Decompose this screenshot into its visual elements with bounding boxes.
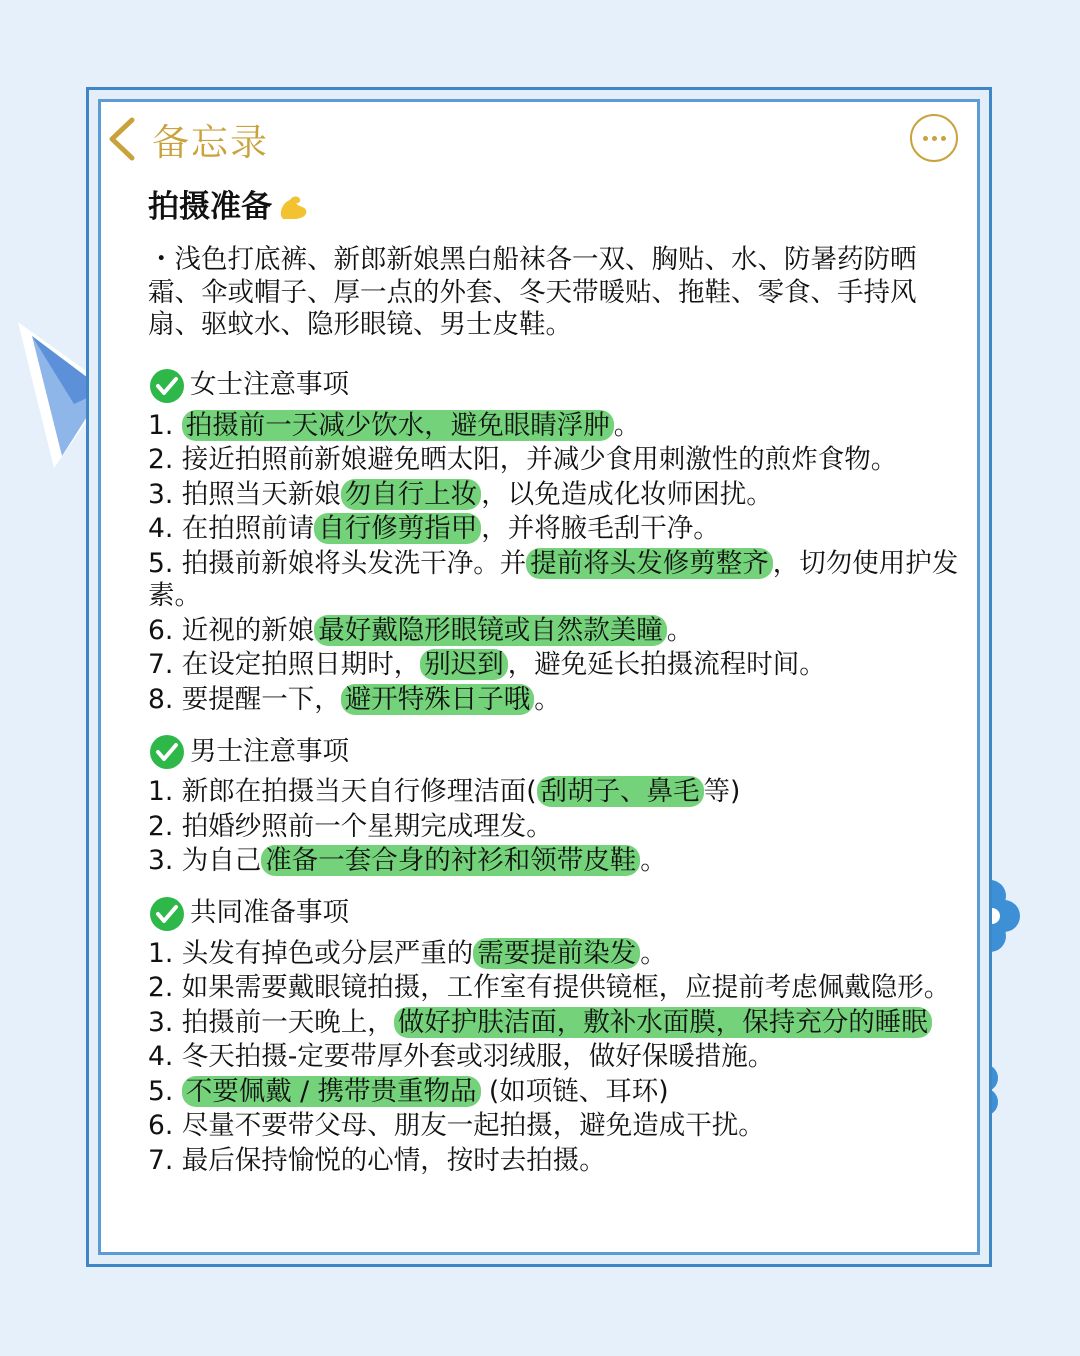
highlight: 拍摄前一天减少饮水，避免眼睛浮肿: [182, 410, 614, 441]
intro-text: ・浅色打底裤、新郎新娘黑白船袜各一双、胸贴、水、防暑药防晒霜、伞或帽子、厚一点的外套、冬天带暖贴、拖鞋、零食、手持风扇、驱蚊水、隐形眼镜、男士皮鞋。: [148, 244, 917, 340]
back-label: 备忘录: [152, 121, 269, 164]
list-item: 6. 尽量不要带父母、朋友一起拍摄，避免造成干扰。: [148, 1110, 765, 1141]
highlight: 勿自行上妆: [341, 479, 482, 510]
list-item: 5. 拍摄前新娘将头发洗干净。并 提前将头发修剪整齐 ，切勿使用护发素。: [148, 547, 959, 611]
more-icon: [923, 136, 928, 141]
section-title-men: 男士注意事项: [148, 732, 963, 772]
men-list: [148, 776, 963, 878]
check-circle-icon: [148, 895, 186, 933]
women-list: [148, 410, 963, 717]
section-title-women: 女士注意事项: [148, 366, 963, 406]
list-item: 6. 近视的新娘 最好戴隐形眼镜或自然款美瞳 。: [148, 614, 694, 646]
highlight: 需要提前染发: [473, 938, 640, 969]
list-item: 3. 拍摄前一天晚上， 做好护肤洁面，敷补水面膜，保持充分的睡眠: [148, 1007, 963, 1040]
highlight: 自行修剪指甲: [314, 513, 481, 544]
list-item: 8. 要提醒一下， 避开特殊日子哦 。: [148, 683, 561, 715]
list-item: 2. 如果需要戴眼镜拍摄，工作室有提供镜框，应提前考虑佩戴隐形。: [148, 972, 951, 1003]
list-item: 7. 在设定拍照日期时， 别迟到 ，避免延长拍摄流程时间。: [148, 649, 826, 680]
list-item: 4. 在拍照前请 自行修剪指甲 ，并将腋毛刮干净。: [148, 513, 720, 544]
highlight: 提前将头发修剪整齐: [526, 548, 773, 579]
list-item: 2. 接近拍照前新娘避免晒太阳，并减少食用刺激性的煎炸食物。: [148, 444, 898, 475]
list-item: 1. 新郎在拍摄当天自行修理洁面( 刮胡子、鼻毛 等): [148, 776, 741, 807]
highlight: 别迟到: [420, 649, 508, 680]
note-content: [148, 180, 963, 1179]
list-item: 1. 拍摄前一天减少饮水，避免眼睛浮肿 。: [148, 409, 641, 441]
list-item: 3. 为自己 准备一套合身的衬衫和领带皮鞋 。: [148, 845, 667, 876]
list-item: 1. 头发有掉色或分层严重的 需要提前染发 。: [148, 937, 667, 969]
highlight: 不要佩戴 / 携带贵重物品: [182, 1076, 481, 1107]
check-circle-icon: [148, 367, 186, 405]
list-item: 4. 冬天拍摄-定要带厚外套或羽绒服，做好保暖措施。: [148, 1041, 775, 1072]
highlight: 做好护肤洁面，敷补水面膜，保持充分的睡眠: [394, 1007, 932, 1038]
more-button[interactable]: [910, 114, 958, 162]
common-list: [148, 938, 963, 1178]
list-item: 7. 最后保持愉悦的心情，按时去拍摄。: [148, 1144, 606, 1176]
highlight: 准备一套合身的衬衫和领带皮鞋: [261, 845, 640, 876]
highlight: 刮胡子、鼻毛: [537, 776, 704, 807]
list-item: 3. 拍照当天新娘 勿自行上妆 ，以免造成化妆师困扰。: [148, 478, 773, 510]
list-item: 2. 拍婚纱照前一个星期完成理发。: [148, 810, 553, 842]
highlight: 避开特殊日子哦: [341, 684, 535, 715]
chevron-left-icon: [104, 116, 138, 162]
list-item: 5. 不要佩戴 / 携带贵重物品 (如项链、耳环): [148, 1075, 669, 1107]
page-title: 拍摄准备: [148, 180, 963, 234]
check-circle-icon: [148, 733, 186, 771]
section-title-common: 共同准备事项: [148, 894, 963, 934]
flexed-biceps-icon: [278, 194, 308, 220]
back-button[interactable]: [104, 112, 269, 166]
highlight: 最好戴隐形眼镜或自然款美瞳: [314, 615, 667, 646]
